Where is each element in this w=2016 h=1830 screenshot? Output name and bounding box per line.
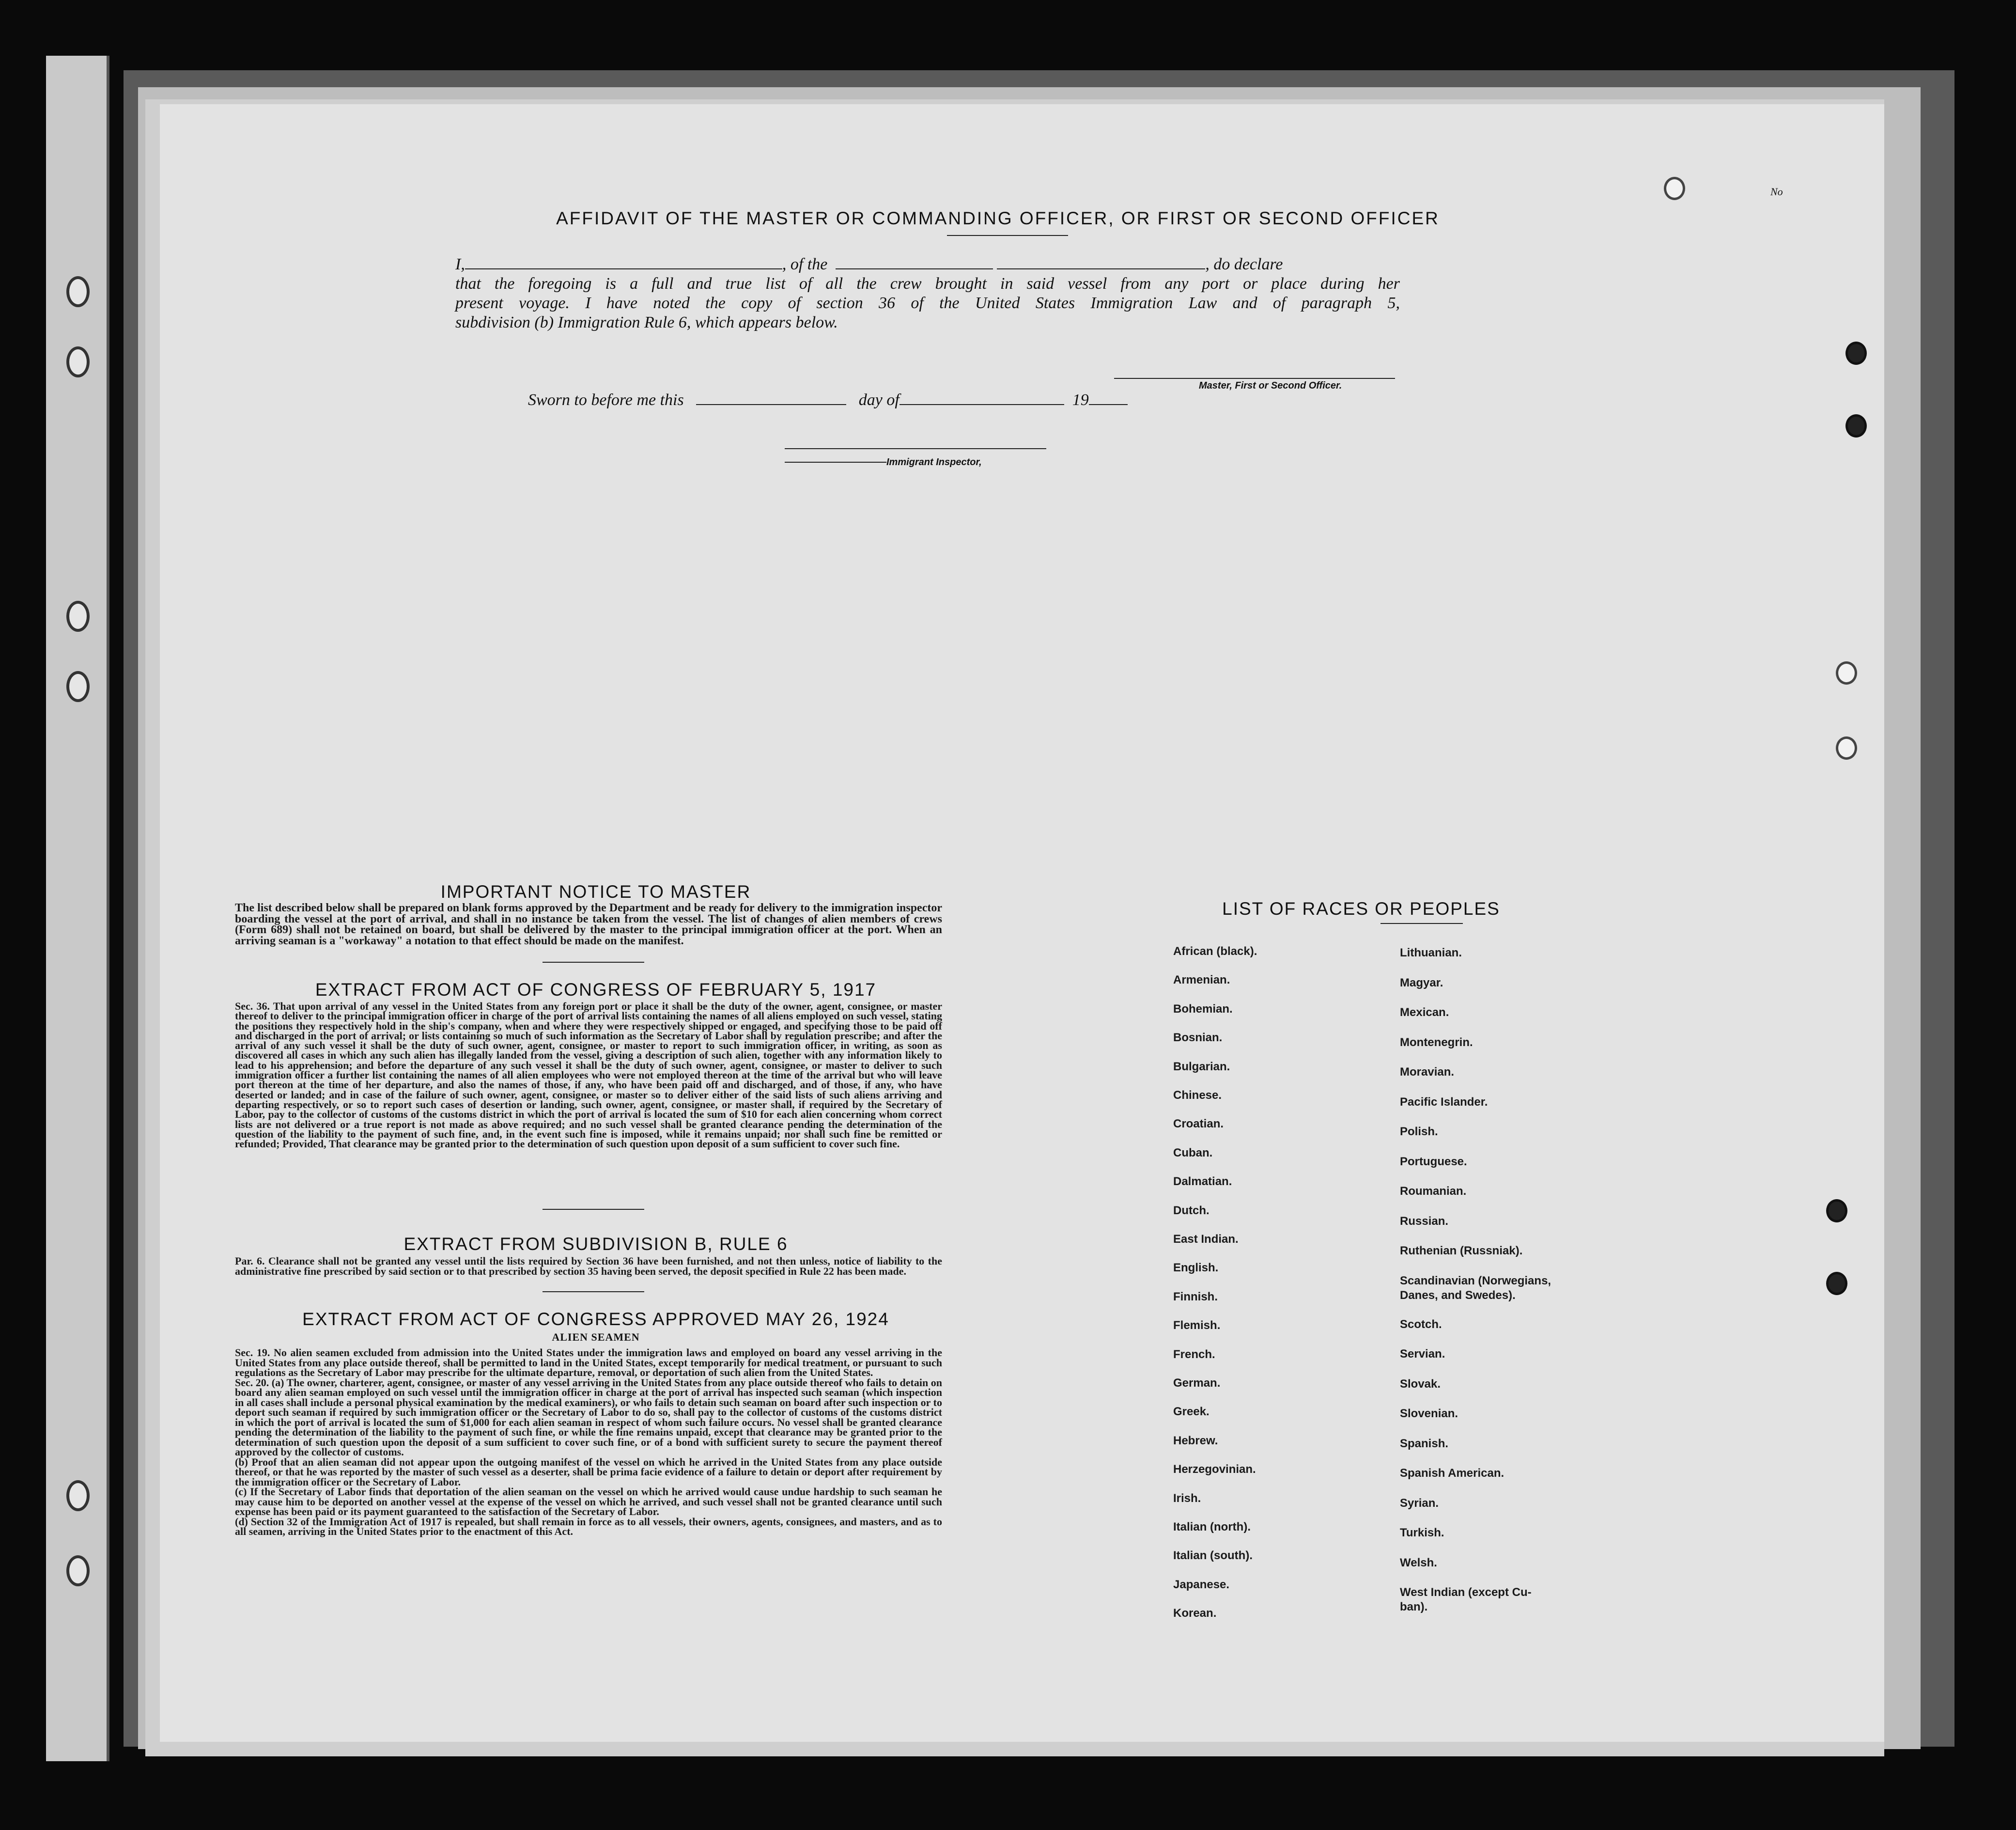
vessel-field (997, 257, 1205, 269)
inspector-label: Immigrant Inspector, (886, 457, 982, 468)
signature-line (785, 448, 1046, 449)
race-item: Bulgarian. (1173, 1060, 1230, 1073)
number-label: No (1770, 186, 1783, 198)
races-title: LIST OF RACES OR PEOPLES (1222, 899, 1500, 919)
binder-ring (66, 276, 90, 307)
race-item: Turkish. (1400, 1526, 1444, 1539)
race-item: Cuban. (1173, 1146, 1213, 1159)
race-item: Ruthenian (Russniak). (1400, 1244, 1523, 1257)
notice-text: The list described below shall be prepared on blank forms approved by the Department and be ready for delivery to the immigration inspector boarding the vessel at the port of arrival, and shall in no instance be taken from the vessel. The list of changes of alien members of crews (Form 689) shall not be retained on board, but shall be delivered by the master to the principal immigration officer at the port. When an arriving seaman is a "workaway" a notation to that effect should be made on the manifest. (235, 902, 942, 947)
affidavit-declaration-line (455, 255, 1545, 274)
race-item: Pacific Islander. (1400, 1095, 1488, 1109)
punch-hole (1826, 1199, 1847, 1222)
extract-rule6-title: EXTRACT FROM SUBDIVISION B, RULE 6 (403, 1234, 788, 1254)
extract-1917-text: Sec. 36. That upon arrival of any vessel in the United States from any foreign port or place it shall be the duty of the owner, agent, consignee, or master thereof to deliver to the principal immigration officer in charge of the port of arrival lists containing the names of all aliens employed on such vessel, stating the positions they respectively hold in the ship's company, when and where they were respectively shipped or engaged, and specifying those to be paid off and discharged in the port of arrival; or lists containing so much of such information as the Secretary of Labor shall by regulation prescribe; and after the arrival of any such vessel it shall be the duty of such owner, agent, consignee, or master to report to such immigration officer, in writing, as soon as discovered all cases in which any such alien has illegally landed from the vessel, giving a description of such alien, together with any information likely to lead to his apprehension; and before the departure of any such vessel it shall be the duty of such owner, agent, consignee, or master to deliver to such immigration officer a further list containing the names of all alien employees who were not employed thereon at the time of the arrival but who will leave port thereon at the time of her departure, and also the names of those, if any, who have been paid off and discharged, and of those, if any, who have deserted or landed; and in case of the failure of such owner, agent, consignee, or master so to deliver either of the said lists of such aliens arriving and departing respectively, or so to report such cases of desertion or landing, such owner, agent, consignee, or master shall, if required by the Secretary of Labor, pay to the collector of customs of the customs district in which the port of arrival is located the sum of $10 for each alien concerning whom correct lists are not delivered or a true report is not made as above required; and no such vessel shall be granted clearance pending the determination of the question of the liability to the payment of such fine, and, in the event such fine is imposed, while it remains unpaid; nor shall such fine be remitted or refunded; Provided, That clearance may be granted prior to the determination of such question upon deposit of a sum sufficient to cover such fine. (235, 1000, 942, 1150)
race-item: Roumanian. (1400, 1185, 1467, 1198)
signature-line (785, 462, 886, 463)
year-label: 19 (1072, 391, 1089, 409)
sworn-label: Sworn to before me this (528, 391, 684, 409)
race-item: Bosnian. (1173, 1031, 1223, 1045)
race-item: Herzegovinian. (1173, 1463, 1256, 1476)
punch-hole (1836, 736, 1857, 760)
affidavit-text: that the foregoing is a full and true list of all the crew brought in said vessel from any port or place during her (455, 275, 1400, 293)
race-item: Hebrew. (1173, 1434, 1218, 1447)
race-item: Mexican. (1400, 1006, 1449, 1019)
race-item: Russian. (1400, 1214, 1449, 1228)
of-the-label: , of the (782, 255, 828, 273)
document-page (160, 104, 1884, 1742)
race-item: Bohemian. (1173, 1002, 1233, 1016)
race-item: Italian (south). (1173, 1549, 1253, 1563)
race-item: Italian (north). (1173, 1520, 1251, 1533)
race-item: East Indian. (1173, 1233, 1239, 1246)
extract-1924-text: Sec. 19. No alien seamen excluded from admission into the United States under the immigration laws and employed on board any vessel arriving in the United States from any place outside thereof, shall be permitted to land in the United States, except temporarily for medical treatment, or pursuant to such regulations as the Secretary of Labor may prescribe for the ultimate departure, removal, or deportation of such alien from the United States. Sec. 20. (a) The owner, charterer, agent, consignee, or master of any vessel arriving in the United States from any place outside thereof who fails to detain on board any alien seaman employed on such vessel until the immigration officer in charge at the port of arrival has inspected such seaman (which inspection in all cases shall include a personal physical examination by the medical examiners), or who fails to detain such seaman on board after such inspection or to deport such seaman if required by such immigration officer or the Secretary of Labor to do so, shall pay to the collector of customs of the customs district in which the port of arrival is located the sum of $1,000 for each alien seaman in respect of whom such failure occurs. No vessel shall be granted clearance pending the determination of the liability to the payment of such fine, or while the fine remains unpaid, except that clearance may be granted prior to the determination of such question upon the deposit of a sum sufficient to cover such fine, or of a bond with sufficient surety to secure the payment thereof approved by the collector of customs. (b) Proof that an alien seaman did not appear upon the outgoing manifest of the vessel on which he arrived in the United States from any place outside thereof, or that he was reported by the master of such vessel as a deserter, shall be prima facie evidence of a failure to detain or deport after requirement by the immigration officer or the Secretary of Labor. (c) If the Secretary of Labor finds that deportation of the alien seaman on the vessel on which he arrived would cause undue hardship to such seaman he may cause him to be deported on another vessel at the expense of the vessel on which he arrived, and such vessel shall not be granted clearance until such expense has been paid or its payment guaranteed to the satisfaction of the Secretary of Labor. (d) Section 32 of the Immigration Act of 1917 is repealed, but shall remain in force as to all vessels, their owners, agents, consignees, and masters, and as to all seamen, arriving in the United States prior to the enactment of this Act. (235, 1346, 942, 1537)
race-item: Slovenian. (1400, 1407, 1458, 1420)
race-item: Dalmatian. (1173, 1175, 1232, 1189)
divider (543, 962, 644, 963)
binder-strip (46, 56, 109, 1761)
race-item: Moravian. (1400, 1065, 1455, 1079)
divider (543, 1291, 644, 1292)
race-item: Montenegrin. (1400, 1035, 1473, 1049)
name-field (465, 257, 782, 269)
punch-hole (1826, 1272, 1847, 1295)
divider (543, 1209, 644, 1210)
divider (947, 235, 1068, 236)
race-item: Greek. (1173, 1405, 1210, 1419)
affidavit-text: subdivision (b) Immigration Rule 6, which appears below. (455, 313, 838, 331)
month-field (899, 392, 1064, 405)
race-item: Croatian. (1173, 1117, 1224, 1131)
race-item: Spanish American. (1400, 1467, 1504, 1480)
extract-1917-title: EXTRACT FROM ACT OF CONGRESS OF FEBRUARY 5, 1917 (315, 980, 877, 1000)
affidavit-text: present voyage. I have noted the copy of section 36 of the United States Immigration Law and of paragraph 5, (455, 294, 1400, 312)
race-item: Welsh. (1400, 1556, 1437, 1569)
race-item: Portuguese. (1400, 1155, 1467, 1168)
punch-hole (1836, 661, 1857, 685)
race-item: Korean. (1173, 1607, 1217, 1620)
race-item: English. (1173, 1261, 1219, 1275)
race-item: African (black). (1173, 945, 1257, 958)
declare-label: , do declare (1205, 255, 1283, 273)
sworn-line (528, 391, 1303, 409)
extract-rule6-text: Par. 6. Clearance shall not be granted any vessel until the lists required by Section 36 have been furnished, and not then unless, notice of liability to the administrative fine prescribed by said section or to that prescribed by section 35 having been served, the deposit specified in Rule 22 has been made. (235, 1255, 942, 1277)
master-signature-label: Master, First or Second Officer. (1199, 380, 1342, 391)
race-item: Polish. (1400, 1125, 1438, 1138)
extract-1924-title: EXTRACT FROM ACT OF CONGRESS APPROVED MAY 26, 1924 (302, 1309, 889, 1329)
vessel-field (836, 257, 993, 269)
race-item: Magyar. (1400, 976, 1443, 989)
punch-hole (1845, 414, 1867, 438)
race-item: German. (1173, 1376, 1221, 1390)
race-item: Dutch. (1173, 1204, 1210, 1217)
day-field (696, 392, 846, 405)
race-item: Finnish. (1173, 1290, 1218, 1303)
year-field (1089, 392, 1128, 405)
notice-title: IMPORTANT NOTICE TO MASTER (440, 882, 751, 902)
race-item: Syrian. (1400, 1496, 1439, 1510)
race-item: Irish. (1173, 1491, 1201, 1505)
signature-line (1114, 378, 1395, 379)
binder-ring (66, 346, 90, 377)
race-item: Slovak. (1400, 1377, 1441, 1391)
race-item: Servian. (1400, 1347, 1445, 1361)
i-label: I, (455, 255, 465, 273)
race-item: French. (1173, 1347, 1215, 1361)
race-item: Flemish. (1173, 1319, 1221, 1332)
race-item: Scotch. (1400, 1317, 1442, 1331)
race-item: Chinese. (1173, 1089, 1222, 1102)
race-item: West Indian (except Cu- ban). (1400, 1586, 1532, 1613)
extract-1924-subtitle: ALIEN SEAMEN (552, 1331, 640, 1343)
binder-ring (66, 671, 90, 702)
divider (1380, 923, 1463, 924)
race-item: Spanish. (1400, 1437, 1449, 1450)
day-of-label: day of (858, 391, 899, 409)
race-item: Japanese. (1173, 1578, 1230, 1591)
affidavit-title: AFFIDAVIT OF THE MASTER OR COMMANDING OFFICER, OR FIRST OR SECOND OFFICER (556, 208, 1440, 228)
punch-hole (1664, 177, 1685, 200)
punch-hole (1845, 342, 1867, 365)
binder-ring (66, 1480, 90, 1511)
race-item: Scandinavian (Norwegians, Danes, and Swedes). (1400, 1274, 1551, 1302)
binder-ring (66, 601, 90, 632)
race-item: Armenian. (1173, 973, 1230, 987)
binder-ring (66, 1555, 90, 1586)
race-item: Lithuanian. (1400, 946, 1462, 959)
